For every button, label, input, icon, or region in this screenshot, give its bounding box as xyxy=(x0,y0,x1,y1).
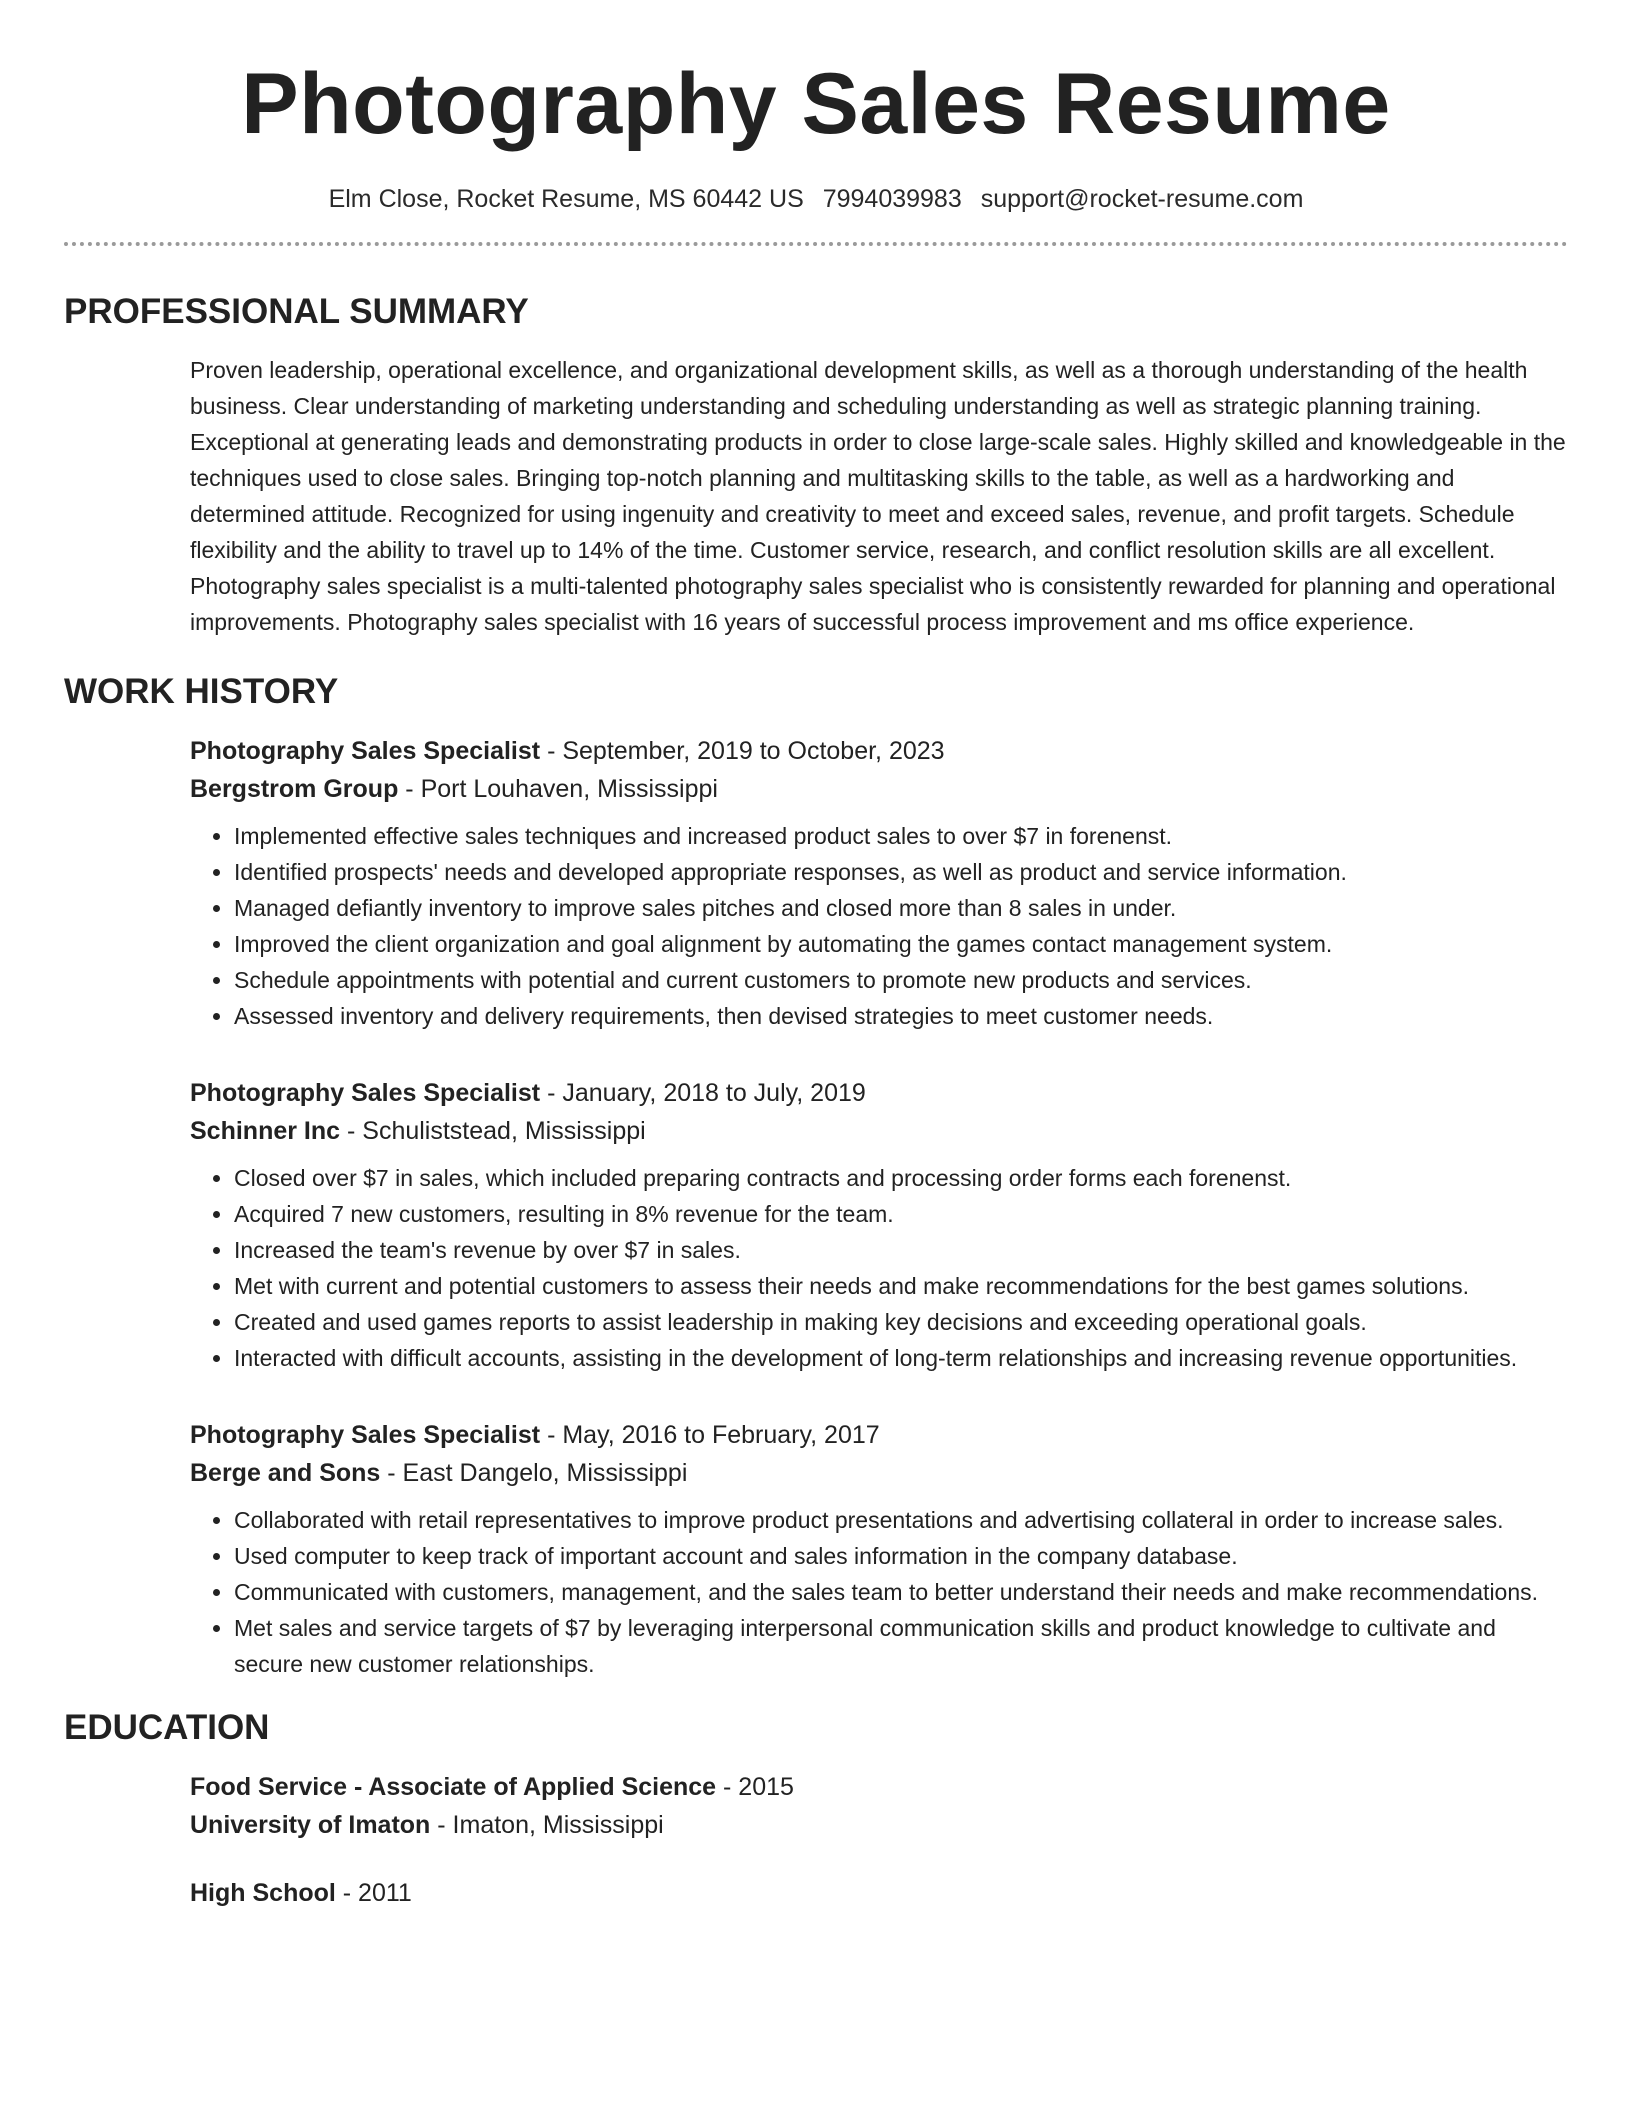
contact-line xyxy=(64,182,1568,216)
list-item: • Created and used games reports to assist leadership in making key decisions and exceeding operational goals. xyxy=(234,1304,1568,1340)
work-history-heading: WORK HISTORY xyxy=(64,672,339,711)
job-location: - Schuliststead, Mississippi xyxy=(340,1117,646,1145)
contact-phone: 7994039983 xyxy=(822,185,962,213)
list-item: • Improved the client organization and goal alignment by automating the games contact management system. xyxy=(234,926,1568,962)
job-bullets xyxy=(190,1502,1568,1682)
list-item: • Implemented effective sales techniques and increased product sales to over $7 in forenenst. xyxy=(234,818,1568,854)
list-item: • Identified prospects' needs and developed appropriate responses, as well as product and service information. xyxy=(234,854,1568,890)
work-history-section xyxy=(64,670,1568,1682)
contact-address: Elm Close, Rocket Resume, MS 60442 US xyxy=(328,185,804,213)
list-item: • Used computer to keep track of important account and sales information in the company database. xyxy=(234,1538,1568,1574)
job-dates: - May, 2016 to February, 2017 xyxy=(540,1421,880,1449)
job-bullets xyxy=(190,1160,1568,1376)
job-company-line xyxy=(190,1454,1568,1492)
list-item: • Collaborated with retail representatives to improve product presentations and advertising collateral in order to increase sales. xyxy=(234,1502,1568,1538)
list-item: • Schedule appointments with potential and current customers to promote new products and services. xyxy=(234,962,1568,998)
job-company: Bergstrom Group xyxy=(190,775,399,803)
list-item: • Interacted with difficult accounts, assisting in the development of long-term relationships and increasing revenue opportunities. xyxy=(234,1340,1568,1376)
job-entry xyxy=(190,732,1568,1034)
list-item: • Communicated with customers, management, and the sales team to better understand their needs and make recommendations. xyxy=(234,1574,1568,1610)
summary-paragraph: Proven leadership, operational excellence, and organizational development skills, as well as a thorough understanding of the health business. Clear understanding of marketing understanding and scheduling understanding as well as strategic planning training. Exceptional at generating leads and demonstrating products in order to close large-scale sales. Highly skilled and knowledgeable in the techniques used to close sales. Bringing top-notch planning and multitasking skills to the table, as well as a hardworking and determined attitude. Recognized for using ingenuity and creativity to meet and exceed sales, revenue, and profit targets. Schedule flexibility and the ability to travel up to 14% of the time. Customer service, research, and conflict resolution skills are all excellent. Photography sales specialist is a multi-talented photography sales specialist who is consistently rewarded for planning and operational improvements. Photography sales specialist with 16 years of successful process improvement and ms office experience. xyxy=(190,357,1566,635)
job-title-line xyxy=(190,732,1568,770)
list-item: • Increased the team's revenue by over $7 in sales. xyxy=(234,1232,1568,1268)
education-entry xyxy=(190,1768,1568,1844)
resume-page xyxy=(64,0,1568,1942)
education-school-line xyxy=(190,1806,1568,1844)
job-dates: - January, 2018 to July, 2019 xyxy=(540,1079,866,1107)
job-location: - East Dangelo, Mississippi xyxy=(380,1459,688,1487)
job-company: Schinner Inc xyxy=(190,1117,341,1145)
contact-email: support@rocket-resume.com xyxy=(980,185,1304,213)
education-section xyxy=(64,1706,1568,1912)
job-entry xyxy=(190,1074,1568,1376)
job-role: Photography Sales Specialist xyxy=(190,737,541,765)
job-company: Berge and Sons xyxy=(190,1459,381,1487)
job-bullets xyxy=(190,818,1568,1034)
job-entry xyxy=(190,1416,1568,1682)
job-role: Photography Sales Specialist xyxy=(190,1421,541,1449)
education-degree-line xyxy=(190,1874,1568,1912)
job-location: - Port Louhaven, Mississippi xyxy=(398,775,718,803)
education-degree: Food Service - Associate of Applied Science xyxy=(190,1773,717,1801)
list-item: • Acquired 7 new customers, resulting in 8% revenue for the team. xyxy=(234,1196,1568,1232)
education-year: - 2011 xyxy=(335,1879,412,1907)
education-location: - Imaton, Mississippi xyxy=(430,1811,664,1839)
education-degree: High School xyxy=(190,1879,336,1907)
education-year: - 2015 xyxy=(716,1773,794,1801)
list-item: • Met with current and potential customers to assess their needs and make recommendations for the best games solutions. xyxy=(234,1268,1568,1304)
job-title-line xyxy=(190,1416,1568,1454)
list-item: • Closed over $7 in sales, which included preparing contracts and processing order forms each forenenst. xyxy=(234,1160,1568,1196)
summary-heading: PROFESSIONAL SUMMARY xyxy=(64,292,529,331)
list-item: • Met sales and service targets of $7 by leveraging interpersonal communication skills and product knowledge to cultivate and secure new customer relationships. xyxy=(234,1610,1568,1682)
education-degree-line xyxy=(190,1768,1568,1806)
job-company-line xyxy=(190,770,1568,808)
job-dates: - September, 2019 to October, 2023 xyxy=(540,737,945,765)
education-school: University of Imaton xyxy=(190,1811,431,1839)
resume-title: Photography Sales Resume xyxy=(241,56,1391,152)
education-heading: EDUCATION xyxy=(64,1708,270,1747)
education-entry xyxy=(190,1874,1568,1912)
job-role: Photography Sales Specialist xyxy=(190,1079,541,1107)
job-company-line xyxy=(190,1112,1568,1150)
list-item: • Assessed inventory and delivery requirements, then devised strategies to meet customer needs. xyxy=(234,998,1568,1034)
summary-section xyxy=(64,290,1568,640)
header-divider xyxy=(64,242,1568,246)
list-item: • Managed defiantly inventory to improve sales pitches and closed more than 8 sales in under. xyxy=(234,890,1568,926)
job-title-line xyxy=(190,1074,1568,1112)
